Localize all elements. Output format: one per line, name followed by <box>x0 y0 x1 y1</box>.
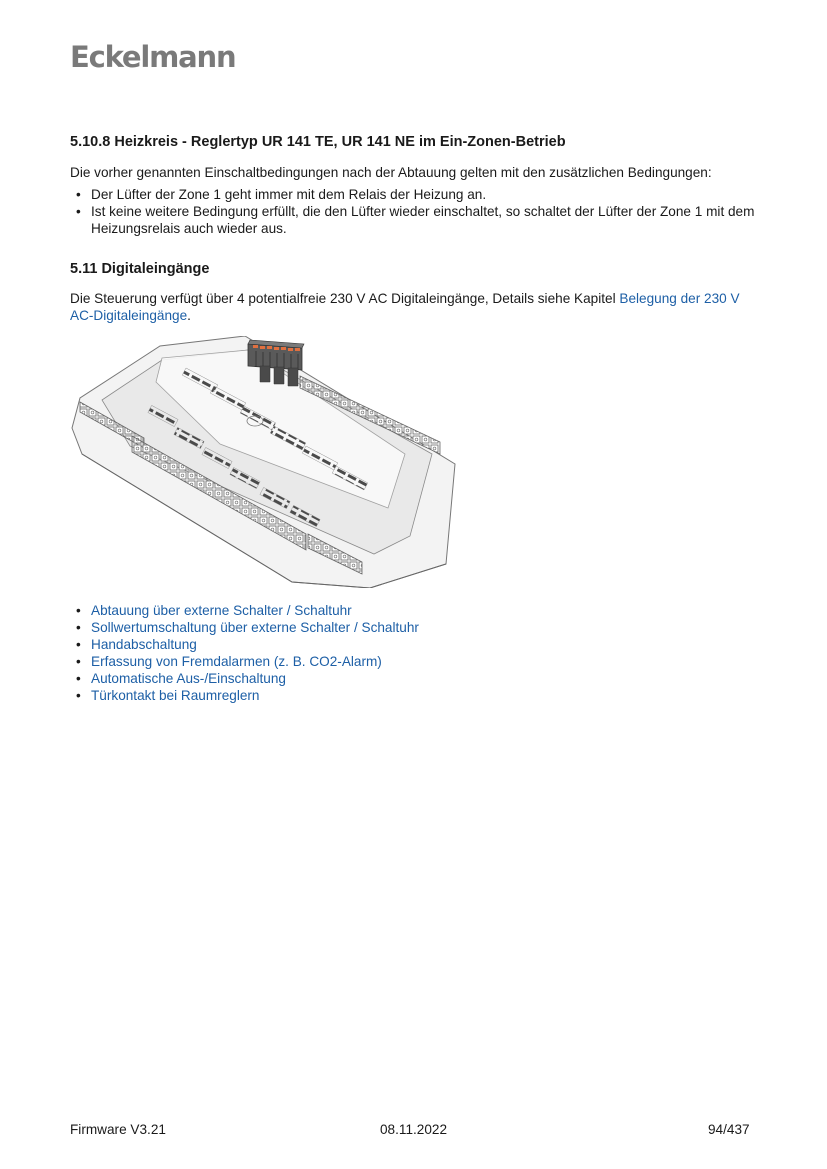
digital-inputs-assignment-link[interactable]: Belegung der 230 V AC-Digitaleingänge <box>70 291 740 323</box>
section-title-5-10-8: 5.10.8 Heizkreis - Reglertyp UR 141 TE, UR 141 NE im Ein-Zonen-Betrieb <box>70 134 566 150</box>
footer-page-number: 94/437 <box>708 1122 750 1137</box>
controller-device-image <box>70 336 460 588</box>
function-link[interactable]: Erfassung von Fremdalarmen (z. B. CO2-Alarm) <box>91 654 382 669</box>
footer-firmware: Firmware V3.21 <box>70 1122 166 1137</box>
list-item[interactable] <box>70 602 760 619</box>
footer-date: 08.11.2022 <box>380 1122 448 1137</box>
list-item: • Der Lüfter der Zone 1 geht immer mit dem Relais der Heizung an. <box>70 186 760 203</box>
function-link[interactable]: Handabschaltung <box>91 637 197 652</box>
intro-text: Die Steuerung verfügt über 4 potentialfreie 230 V AC Digitaleingänge, Details siehe Kapitel <box>70 291 620 306</box>
list-item[interactable] <box>70 653 760 670</box>
condition-bullet-list <box>70 186 760 237</box>
digital-input-functions-list <box>70 602 760 704</box>
intro-end: . <box>187 308 191 323</box>
section-intro-paragraph: Die vorher genannten Einschaltbedingungen nach der Abtauung gelten mit den zusätzlichen Bedingungen: <box>70 165 712 180</box>
function-link[interactable]: Automatische Aus-/Einschaltung <box>91 671 286 686</box>
list-item[interactable] <box>70 619 760 636</box>
eckelmann-logo: Eckelmann <box>70 40 236 74</box>
list-item[interactable] <box>70 670 760 687</box>
function-link[interactable]: Türkontakt bei Raumreglern <box>91 688 260 703</box>
list-item: • Ist keine weitere Bedingung erfüllt, die den Lüfter wieder einschaltet, so schaltet der Lüfter der Zone 1 mit dem Heizungsrelais auch wieder aus. <box>70 203 760 237</box>
section-title-5-11: 5.11 Digitaleingänge <box>70 261 210 277</box>
digital-inputs-intro-paragraph <box>70 290 760 324</box>
list-item[interactable] <box>70 636 760 653</box>
function-link[interactable]: Sollwertumschaltung über externe Schalter / Schaltuhr <box>91 620 419 635</box>
function-link[interactable]: Abtauung über externe Schalter / Schaltuhr <box>91 603 352 618</box>
list-item[interactable] <box>70 687 760 704</box>
